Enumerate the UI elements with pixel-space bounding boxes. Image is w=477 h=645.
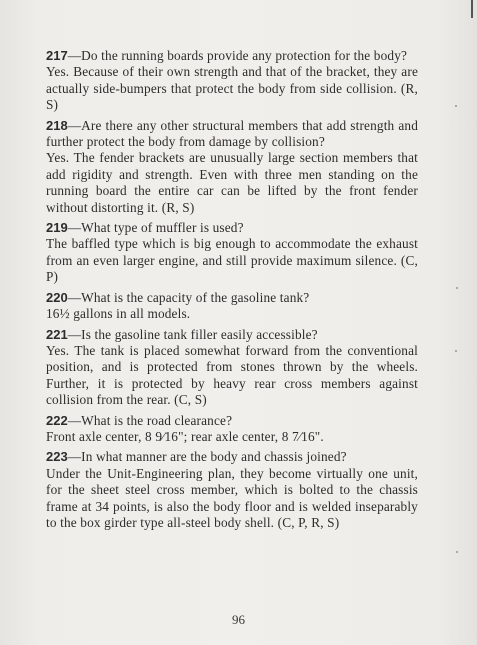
question-text: —Is the gasoline tank filler easily accessible? [67,326,318,342]
qa-item [46,118,418,216]
question-text: —What type of muffler is used? [67,220,244,236]
qa-item [46,48,418,114]
question-number: 219 [46,220,68,236]
question-text: —In what manner are the body and chassis joined? [67,449,347,465]
paper-speck [456,551,458,553]
answer: Under the Unit-Engineering plan, they become virtually one unit, for the sheet steel cross member, which is bolted to the chassis frame at 34 points, is also the body floor and is welded inseparably to the box girder type all-steel body shell. (C, P, R, S) [46,465,418,530]
qa-item [46,413,418,446]
qa-item [46,290,418,323]
question [46,48,418,64]
answer: Yes. The tank is placed somewhat forward from the conventional position, and is protected from stones thrown by the wheels. Further, it is protected by heavy rear cross members against collision from the rear. (C, S) [46,342,418,408]
question-text: —What is the road clearance? [67,412,233,428]
paper-speck [455,105,457,107]
question [46,290,418,306]
question-text: —What is the capacity of the gasoline tank? [67,289,310,305]
question [46,449,418,465]
answer: Yes. Because of their own strength and that of the bracket, they are actually side-bumpers that protect the body from side collision. (R, S) [46,64,418,113]
answer: Front axle center, 8 9⁄16"; rear axle center, 8 7⁄16". [46,428,324,444]
question [46,327,418,343]
page-number: 96 [232,612,245,627]
paper-speck [455,350,457,352]
question-number: 222 [46,412,68,428]
qa-list [46,48,418,535]
answer: The baffled type which is big enough to accommodate the exhaust from an even larger engine, and still provide maximum silence. (C, P) [46,236,418,285]
question-number: 220 [46,289,68,305]
qa-item [46,327,418,409]
question-text: —Are there any other structural members that add strength and further protect the body from damage by collision? [46,117,418,150]
question-text: —Do the running boards provide any protection for the body? [67,48,408,63]
question [46,220,418,236]
qa-item [46,449,418,531]
question-number: 217 [46,48,68,63]
paper-speck [456,287,458,289]
question [46,413,418,429]
scan-edge-mark [471,0,473,18]
question-number: 218 [46,117,68,133]
question [46,118,418,151]
question-number: 223 [46,449,68,465]
answer: Yes. The fender brackets are unusually large section members that add rigidity and strength. Even with three men standing on the running board the entire car can be lifted by the front fender without distorting it. (R, S) [46,150,418,215]
question-number: 221 [46,326,68,342]
qa-item [46,220,418,286]
answer: 16½ gallons in all models. [46,306,191,322]
